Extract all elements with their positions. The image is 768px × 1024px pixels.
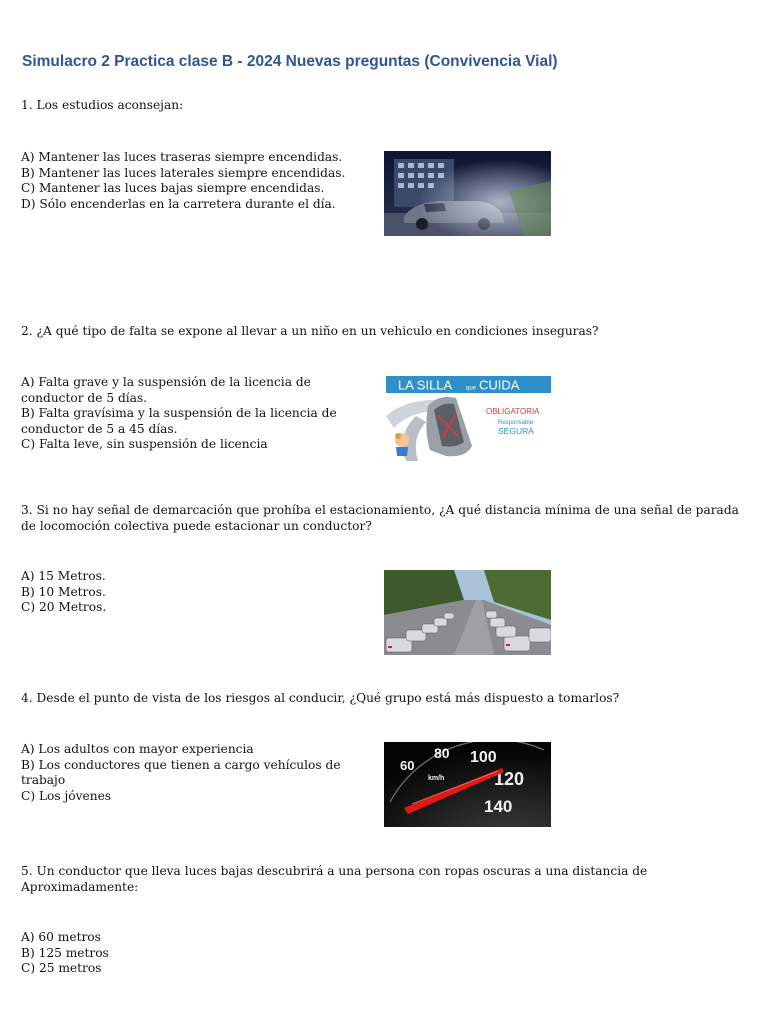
banner-text-small: que: [466, 385, 477, 392]
question-4-text: 4. Desde el punto de vista de los riesgos al conducir, ¿Qué grupo está más dispuesto a tomarlos?: [21, 691, 620, 705]
banner-text-1: LA SILLA: [398, 377, 453, 393]
seat-label-obligatoria: OBLIGATORIA: [486, 407, 540, 416]
speedometer-image: [384, 742, 551, 827]
document-title: Simulacro 2 Practica clase B - 2024 Nuevas preguntas (Convivencia Vial): [22, 53, 558, 70]
banner-text-2: CUIDA: [479, 377, 520, 393]
question-1-option-a[interactable]: A) Mantener las luces traseras siempre encendidas.: [21, 150, 343, 164]
question-5-text: 5. Un conductor que lleva luces bajas descubrirá a una persona con ropas oscuras a una distancia de Aproximadamente:: [21, 864, 648, 894]
question-5-option-b[interactable]: B) 125 metros: [21, 945, 109, 960]
question-2-option-b[interactable]: B) Falta gravísima y la suspensión de la licencia de conductor de 5 a 45 días.: [21, 406, 337, 436]
child-car-seat-image: [386, 376, 551, 461]
question-3-option-c[interactable]: C) 20 Metros.: [21, 600, 107, 614]
question-5-options: [21, 930, 371, 977]
question-4-option-c[interactable]: C) Los jóvenes: [21, 788, 112, 803]
dial-label-100: 100: [470, 749, 497, 766]
question-5-option-a[interactable]: A) 60 metros: [21, 930, 101, 944]
question-4-option-b[interactable]: B) Los conductores que tienen a cargo vehículos de trabajo: [21, 757, 341, 787]
dial-label-120: 120: [494, 769, 525, 789]
question-1-options: [21, 150, 371, 212]
seat-label-responsable: Responsable: [498, 420, 534, 426]
question-5-option-c[interactable]: C) 25 metros: [21, 961, 102, 975]
question-4-option-a[interactable]: A) Los adultos con mayor experiencia: [21, 742, 254, 756]
night-car-headlights-image: [384, 151, 551, 236]
dial-label-140: 140: [484, 797, 513, 816]
question-1-option-d[interactable]: D) Sólo encenderlas en la carretera durante el día.: [21, 196, 336, 211]
question-3-text: 3. Si no hay señal de demarcación que prohíba el estacionamiento, ¿A qué distancia mínima de una señal de parada de locomoción colectiva puede estacionar un conductor?: [21, 503, 739, 533]
question-2-option-c[interactable]: C) Falta leve, sin suspensión de licencia: [21, 437, 268, 451]
seat-label-segura: SEGURA: [498, 426, 534, 436]
parked-cars-street-image: [384, 570, 551, 655]
dial-label-80: 80: [434, 745, 450, 761]
question-2-text: 2. ¿A qué tipo de falta se expone al llevar a un niño en un vehiculo en condiciones inseguras?: [21, 324, 599, 338]
question-1-option-c[interactable]: C) Mantener las luces bajas siempre encendidas.: [21, 181, 325, 195]
question-3-options: [21, 569, 371, 616]
question-4-options: [21, 742, 371, 804]
question-2-options: [21, 375, 371, 453]
question-1-text: 1. Los estudios aconsejan:: [21, 98, 184, 112]
question-2-option-a[interactable]: A) Falta grave y la suspensión de la licencia de conductor de 5 días.: [21, 375, 311, 405]
dial-label-60: 60: [400, 758, 415, 773]
dial-unit: km/h: [428, 775, 445, 782]
question-1-option-b[interactable]: B) Mantener las luces laterales siempre encendidas.: [21, 165, 346, 180]
question-3-option-b[interactable]: B) 10 Metros.: [21, 584, 106, 599]
question-3-option-a[interactable]: A) 15 Metros.: [21, 569, 106, 583]
